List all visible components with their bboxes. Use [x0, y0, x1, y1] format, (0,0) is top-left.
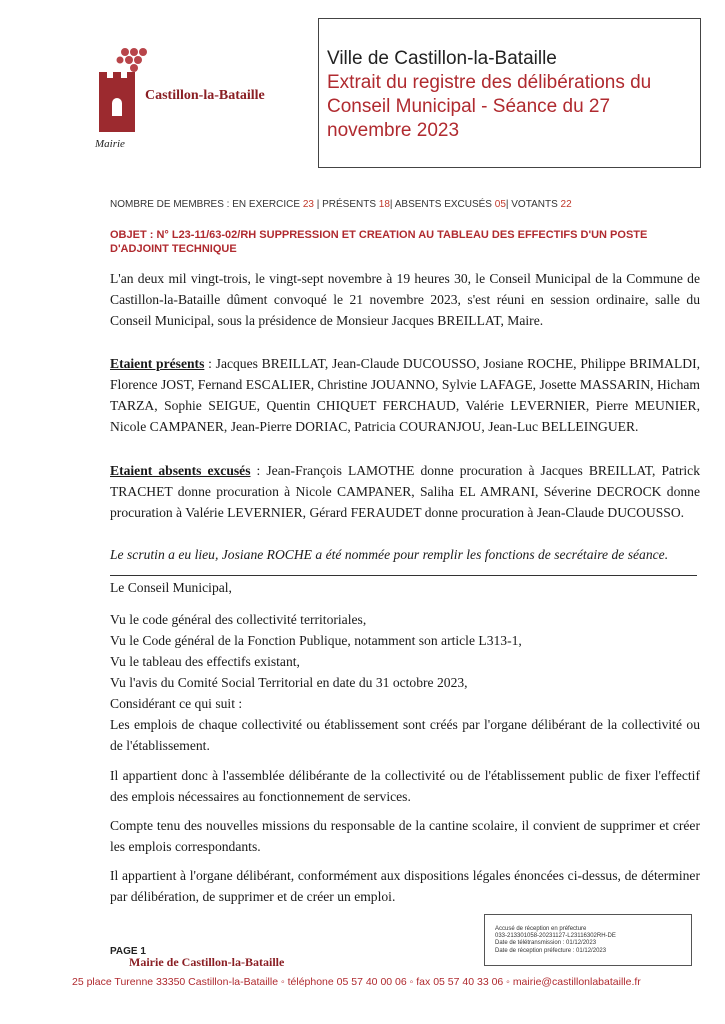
footer-address: 25 place Turenne 33350 Castillon-la-Bataille ◦ téléphone 05 57 40 00 06 ◦ fax 05 57 40 33 06 ◦ mairie@castillonlabataille.fr	[72, 976, 641, 988]
absents-label: Etaient absents excusés	[110, 463, 251, 478]
vu-line: Vu le code général des collectivité territoriales,	[110, 612, 367, 627]
label-presents: | PRÉSENTS	[313, 199, 379, 210]
label-absents: | ABSENTS EXCUSÉS	[389, 199, 495, 210]
vu-line: Vu le Code général de la Fonction Publique, notamment son article L313-1,	[110, 633, 522, 648]
logo-subtitle: Mairie	[95, 138, 125, 150]
label-exercice: NOMBRE DE MEMBRES : EN EXERCICE	[110, 199, 303, 210]
absents-paragraph	[110, 460, 700, 523]
stamp-line: Date de télétransmission : 01/12/2023	[495, 940, 597, 947]
conseil-heading: Le Conseil Municipal,	[110, 580, 232, 595]
presents-text: : Jacques BREILLAT, Jean-Claude DUCOUSSO, Josiane ROCHE, Philippe BRIMALDI, Florence JOST, Fernand ESCALIER, Christine JOUANNO, Sylvie LAFAGE, Josette MASSARIN, Hicham TARZA, Sophie SEIGUE, Quentin CHIQUET FERCHAUD, Valérie LEVERNIER, Pierre MEUNIER, Nicole CAMPANER, Jean-Pierre DORIAC, Patricia COURANJOU, Jean-Luc BELLEINGUER.	[110, 356, 701, 434]
absents-text: : Jean-François LAMOTHE donne procuration à Jacques BREILLAT, Patrick TRACHET donne procuration à Nicole CAMPANER, Saliha EL AMRANI, Séverine DECROCK donne procuration à Valérie LEVERNIER, Gérard FERAUDET donne procuration à Jean-Claude DUCOUSSO.	[110, 463, 700, 520]
vu-line: Vu le tableau des effectifs existant,	[110, 654, 300, 669]
members-count-line	[110, 199, 572, 210]
presents-label: Etaient présents	[110, 356, 205, 371]
scrutin-paragraph: Le scrutin a eu lieu, Josiane ROCHE a été nommée pour remplir les fonctions de secrétaire de séance.	[110, 547, 669, 562]
count-absents: 05	[494, 199, 506, 210]
deliberation-object: OBJET : N° L23-11/63-02/RH SUPPRESSION ET CREATION AU TABLEAU DES EFFECTIFS D'UN POSTE D'ADJOINT TECHNIQUE	[110, 229, 648, 255]
considerant-line: Considérant ce qui suit :	[110, 696, 243, 711]
city-title: Ville de Castillon-la-Bataille	[327, 48, 557, 69]
stamp-line: Date de réception préfecture : 01/12/2023	[495, 947, 607, 954]
stamp-line: 033-213301058-20231127-L2311630​2RH-DE	[495, 933, 616, 940]
vu-line: Vu l'avis du Comité Social Territorial en date du 31 octobre 2023,	[110, 675, 468, 690]
body-paragraph: Il appartient à l'organe délibérant, conformément aux dispositions légales énoncées ci-dessus, de déterminer par délibération, de supprimer et de créer un emploi.	[110, 868, 700, 904]
body-paragraph: Les emplois de chaque collectivité ou établissement sont créés par l'organe délibérant de la collectivité ou de l'établissement.	[110, 717, 700, 753]
prefecture-receipt-stamp	[484, 914, 692, 966]
count-presents: 18	[378, 199, 390, 210]
register-title: Extrait du registre des délibérations du Conseil Municipal - Séance du 27 novembre 2023	[327, 72, 652, 141]
body-paragraph: Compte tenu des nouvelles missions du responsable de la cantine scolaire, il convient de supprimer et créer les emplois correspondants.	[110, 818, 700, 854]
municipal-logo	[95, 42, 285, 152]
presents-paragraph	[110, 353, 700, 437]
stamp-line: Accusé de réception en préfecture	[495, 926, 587, 932]
label-votants: | VOTANTS	[505, 199, 561, 210]
page-number: PAGE 1	[110, 946, 146, 957]
count-votants: 22	[560, 199, 572, 210]
count-exercice: 23	[302, 199, 314, 210]
footer-mairie: Mairie de Castillon-la-Bataille	[129, 955, 285, 969]
intro-paragraph: L'an deux mil vingt-trois, le vingt-sept novembre à 19 heures 30, le Conseil Municipal de la Commune de Castillon-la-Bataille dûment convoqué le 21 novembre 2023, s'est réuni en session ordinaire, salle du Conseil Municipal, sous la présidence de Monsieur Jacques BREILLAT, Maire.	[110, 271, 700, 328]
logo-name: Castillon-la-Bataille	[145, 88, 265, 103]
document-title-box	[318, 18, 701, 168]
divider-line	[110, 575, 697, 576]
body-paragraph: Il appartient donc à l'assemblée délibérante de la collectivité ou de l'établissement public de fixer l'effectif des emplois nécessaires au fonctionnement de services.	[110, 768, 700, 804]
